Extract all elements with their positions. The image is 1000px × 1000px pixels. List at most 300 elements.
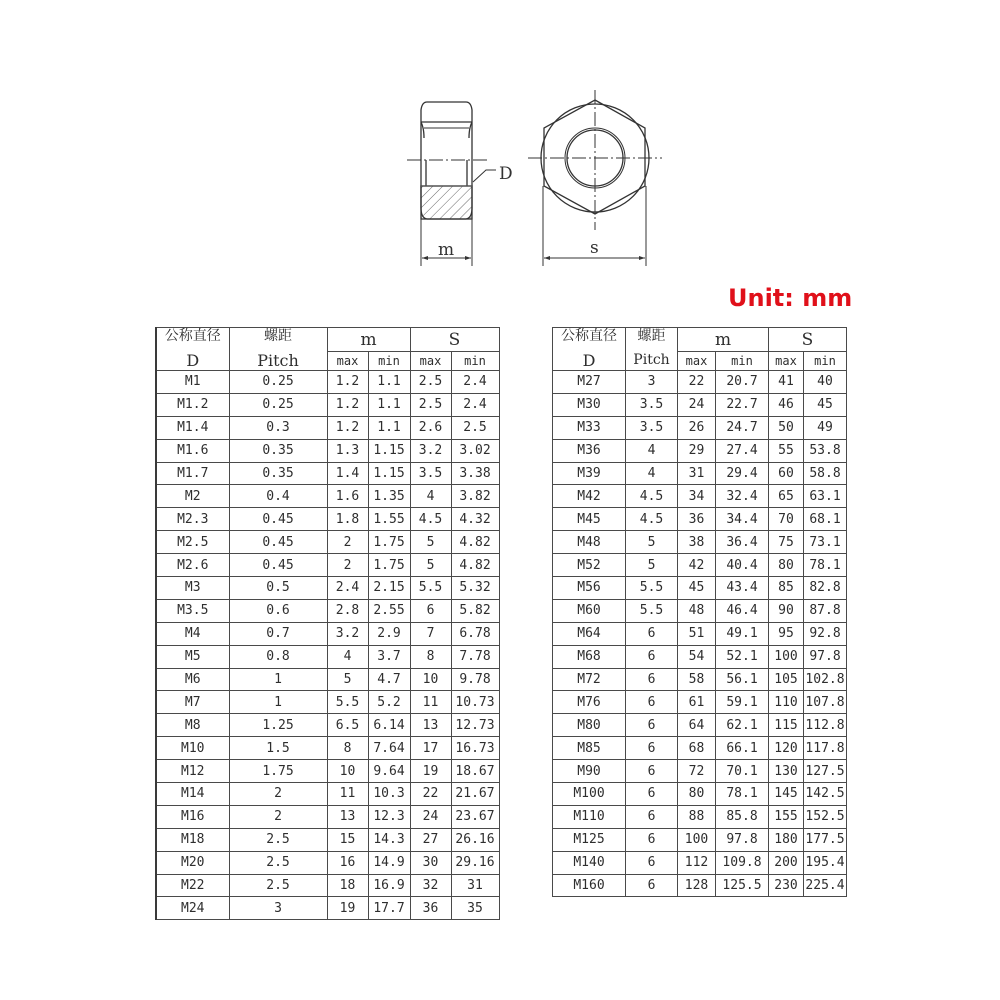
cell-pitch: 4 [626,462,678,485]
cell-m-min: 43.4 [716,577,769,600]
cell-m-min: 78.1 [716,783,769,806]
cell-m-max: 2 [327,554,368,577]
table-row [553,622,847,645]
table-row [156,485,499,508]
cell-s-min: 40 [804,371,847,394]
cell-s-max: 120 [769,737,804,760]
cell-m-min: 32.4 [716,485,769,508]
cell-s-max: 22 [410,783,451,806]
cell-m-min: 1.75 [368,531,410,554]
table-row [156,577,499,600]
cell-pitch: 0.7 [229,622,327,645]
cell-pitch: 6 [626,851,678,874]
cell-m-max: 18 [327,874,368,897]
cell-pitch: 0.45 [229,554,327,577]
s-dimension-label: s [590,238,599,258]
cell-s-min: 35 [451,897,499,920]
cell-m-min: 9.64 [368,760,410,783]
header-pitch-en: Pitch [626,352,678,371]
cell-s-max: 90 [769,599,804,622]
cell-pitch: 6 [626,783,678,806]
cell-m-min: 29.4 [716,462,769,485]
cell-pitch: 2.5 [229,874,327,897]
cell-s-max: 19 [410,760,451,783]
cell-m-max: 15 [327,828,368,851]
cell-pitch: 4.5 [626,508,678,531]
cell-m-max: 1.8 [327,508,368,531]
cell-s-min: 49 [804,416,847,439]
cell-s-max: 230 [769,874,804,897]
cell-m-min: 2.9 [368,622,410,645]
cell-diameter: M7 [156,691,229,714]
cell-s-min: 58.8 [804,462,847,485]
cell-s-min: 6.78 [451,622,499,645]
cell-diameter: M42 [553,485,626,508]
cell-diameter: M160 [553,874,626,897]
cell-m-max: 26 [678,416,716,439]
cell-s-max: 30 [410,851,451,874]
cell-s-min: 112.8 [804,714,847,737]
header-m-group: m [678,328,769,352]
cell-pitch: 3 [229,897,327,920]
cell-pitch: 0.25 [229,393,327,416]
table-row [553,485,847,508]
table-row [553,599,847,622]
cell-m-max: 22 [678,371,716,394]
cell-m-min: 1.15 [368,439,410,462]
table-row [553,554,847,577]
header-s-group: S [410,328,499,352]
cell-s-max: 80 [769,554,804,577]
cell-m-min: 22.7 [716,393,769,416]
hex-nut-drawing [400,90,680,270]
cell-s-max: 27 [410,828,451,851]
cell-m-max: 3.2 [327,622,368,645]
cell-diameter: M30 [553,393,626,416]
header-s-min: min [804,352,847,371]
cell-pitch: 6 [626,668,678,691]
cell-s-min: 53.8 [804,439,847,462]
cell-s-min: 45 [804,393,847,416]
cell-m-max: 58 [678,668,716,691]
cell-diameter: M2.3 [156,508,229,531]
header-m-max: max [327,352,368,371]
cell-diameter: M36 [553,439,626,462]
cell-s-min: 18.67 [451,760,499,783]
cell-diameter: M60 [553,599,626,622]
cell-diameter: M68 [553,645,626,668]
cell-s-min: 4.32 [451,508,499,531]
table-row [156,508,499,531]
cell-diameter: M1 [156,371,229,394]
cell-m-min: 3.7 [368,645,410,668]
unit-label: Unit: mm [728,284,853,312]
header-diameter-en: D [156,352,229,371]
header-s-min: min [451,352,499,371]
cell-m-max: 13 [327,805,368,828]
cell-s-max: 17 [410,737,451,760]
cell-pitch: 0.5 [229,577,327,600]
cell-diameter: M12 [156,760,229,783]
cell-s-max: 115 [769,714,804,737]
cell-s-min: 3.38 [451,462,499,485]
table-row [156,531,499,554]
cell-pitch: 1.25 [229,714,327,737]
table-row [553,645,847,668]
table-row [553,691,847,714]
cell-s-min: 16.73 [451,737,499,760]
table-row [553,851,847,874]
cell-diameter: M2 [156,485,229,508]
cell-m-min: 10.3 [368,783,410,806]
cell-m-min: 1.55 [368,508,410,531]
cell-m-max: 2.8 [327,599,368,622]
cell-diameter: M76 [553,691,626,714]
table-row [553,416,847,439]
header-m-max: max [678,352,716,371]
cell-s-max: 200 [769,851,804,874]
cell-diameter: M100 [553,783,626,806]
cell-m-min: 1.1 [368,416,410,439]
cell-s-max: 24 [410,805,451,828]
cell-s-max: 10 [410,668,451,691]
table-row [553,531,847,554]
header-m-group: m [327,328,410,352]
cell-m-max: 5.5 [327,691,368,714]
cell-s-min: 2.4 [451,371,499,394]
cell-m-max: 72 [678,760,716,783]
diameter-label: D [499,164,513,184]
table-row [156,439,499,462]
cell-pitch: 4 [626,439,678,462]
cell-m-min: 17.7 [368,897,410,920]
cell-m-min: 46.4 [716,599,769,622]
cell-diameter: M140 [553,851,626,874]
cell-pitch: 6 [626,691,678,714]
cell-s-min: 107.8 [804,691,847,714]
cell-diameter: M80 [553,714,626,737]
cell-diameter: M2.6 [156,554,229,577]
cell-m-min: 1.15 [368,462,410,485]
cell-s-max: 8 [410,645,451,668]
cell-s-max: 180 [769,828,804,851]
cell-s-max: 11 [410,691,451,714]
cell-s-max: 46 [769,393,804,416]
cell-m-max: 1.6 [327,485,368,508]
cell-diameter: M48 [553,531,626,554]
cell-s-min: 10.73 [451,691,499,714]
cell-m-max: 68 [678,737,716,760]
cell-s-max: 70 [769,508,804,531]
cell-s-min: 177.5 [804,828,847,851]
cell-m-min: 27.4 [716,439,769,462]
cell-m-min: 70.1 [716,760,769,783]
nut-spec-table-left [155,327,500,920]
cell-m-max: 4 [327,645,368,668]
cell-diameter: M27 [553,371,626,394]
cell-s-min: 2.5 [451,416,499,439]
cell-pitch: 3.5 [626,393,678,416]
cell-m-max: 51 [678,622,716,645]
cell-m-min: 7.64 [368,737,410,760]
cell-m-min: 49.1 [716,622,769,645]
cell-s-min: 78.1 [804,554,847,577]
cell-diameter: M110 [553,805,626,828]
cell-pitch: 6 [626,805,678,828]
cell-m-min: 14.9 [368,851,410,874]
cell-s-max: 32 [410,874,451,897]
cell-pitch: 2.5 [229,851,327,874]
table-row [156,851,499,874]
cell-m-max: 112 [678,851,716,874]
cell-pitch: 6 [626,714,678,737]
cell-m-min: 20.7 [716,371,769,394]
cell-s-max: 4.5 [410,508,451,531]
cell-m-min: 66.1 [716,737,769,760]
cell-pitch: 2 [229,805,327,828]
table-row [553,828,847,851]
cell-m-min: 52.1 [716,645,769,668]
cell-pitch: 0.35 [229,439,327,462]
cell-diameter: M125 [553,828,626,851]
cell-m-min: 85.8 [716,805,769,828]
cell-diameter: M6 [156,668,229,691]
cell-s-max: 3.5 [410,462,451,485]
cell-m-max: 54 [678,645,716,668]
cell-m-max: 1.4 [327,462,368,485]
cell-s-max: 41 [769,371,804,394]
table-row [156,462,499,485]
table-row [553,874,847,897]
cell-pitch: 0.8 [229,645,327,668]
cell-m-max: 24 [678,393,716,416]
cell-diameter: M22 [156,874,229,897]
header-s-group: S [769,328,847,352]
cell-s-min: 142.5 [804,783,847,806]
cell-pitch: 0.45 [229,508,327,531]
cell-s-min: 4.82 [451,531,499,554]
cell-m-min: 40.4 [716,554,769,577]
cell-pitch: 5.5 [626,599,678,622]
cell-s-min: 5.82 [451,599,499,622]
cell-pitch: 1.75 [229,760,327,783]
cell-s-max: 155 [769,805,804,828]
cell-m-max: 48 [678,599,716,622]
cell-pitch: 5 [626,554,678,577]
cell-s-min: 127.5 [804,760,847,783]
cell-pitch: 6 [626,645,678,668]
cell-m-min: 34.4 [716,508,769,531]
cell-pitch: 6 [626,874,678,897]
header-s-max: max [769,352,804,371]
cell-m-max: 5 [327,668,368,691]
cell-diameter: M1.7 [156,462,229,485]
cell-s-min: 92.8 [804,622,847,645]
cell-m-max: 100 [678,828,716,851]
cell-pitch: 3 [626,371,678,394]
table-row [156,760,499,783]
table-row [156,737,499,760]
cell-m-max: 29 [678,439,716,462]
cell-m-min: 5.2 [368,691,410,714]
cell-s-min: 4.82 [451,554,499,577]
cell-pitch: 0.45 [229,531,327,554]
table-row [156,783,499,806]
cell-pitch: 0.25 [229,371,327,394]
cell-m-min: 1.1 [368,371,410,394]
cell-s-max: 100 [769,645,804,668]
cell-pitch: 3.5 [626,416,678,439]
cell-m-min: 12.3 [368,805,410,828]
cell-m-max: 42 [678,554,716,577]
cell-diameter: M52 [553,554,626,577]
cell-pitch: 6 [626,760,678,783]
cell-m-max: 1.2 [327,393,368,416]
table-row [553,668,847,691]
table-row [156,371,499,394]
header-pitch-cn: 螺距 [229,328,327,352]
m-dimension-label: m [438,240,455,260]
cell-m-min: 56.1 [716,668,769,691]
cell-m-min: 2.55 [368,599,410,622]
cell-pitch: 6 [626,737,678,760]
left-table-body [156,371,499,920]
cell-m-min: 14.3 [368,828,410,851]
cell-m-min: 62.1 [716,714,769,737]
cell-diameter: M10 [156,737,229,760]
cell-pitch: 6 [626,622,678,645]
cell-s-max: 36 [410,897,451,920]
cell-m-max: 6.5 [327,714,368,737]
cell-s-max: 7 [410,622,451,645]
cell-s-max: 2.6 [410,416,451,439]
cell-s-min: 195.4 [804,851,847,874]
cell-m-min: 2.15 [368,577,410,600]
cell-m-max: 38 [678,531,716,554]
cell-m-min: 16.9 [368,874,410,897]
cell-diameter: M1.4 [156,416,229,439]
cell-m-min: 109.8 [716,851,769,874]
table-row [156,393,499,416]
cell-pitch: 1 [229,668,327,691]
cell-pitch: 5 [626,531,678,554]
cell-s-max: 65 [769,485,804,508]
cell-s-min: 12.73 [451,714,499,737]
cell-s-min: 26.16 [451,828,499,851]
cell-s-max: 3.2 [410,439,451,462]
table-row [156,828,499,851]
cell-diameter: M20 [156,851,229,874]
cell-s-min: 82.8 [804,577,847,600]
cell-s-min: 225.4 [804,874,847,897]
cell-s-max: 5.5 [410,577,451,600]
table-row [553,439,847,462]
cell-s-max: 55 [769,439,804,462]
header-s-max: max [410,352,451,371]
cell-s-max: 85 [769,577,804,600]
table-row [553,371,847,394]
cell-m-max: 2.4 [327,577,368,600]
cell-diameter: M16 [156,805,229,828]
cell-m-min: 1.75 [368,554,410,577]
table-row [553,577,847,600]
cell-pitch: 0.3 [229,416,327,439]
table-row [553,462,847,485]
cell-s-max: 60 [769,462,804,485]
cell-m-min: 24.7 [716,416,769,439]
cell-m-max: 61 [678,691,716,714]
cell-diameter: M72 [553,668,626,691]
cell-s-min: 3.82 [451,485,499,508]
cell-m-max: 16 [327,851,368,874]
cell-pitch: 2 [229,783,327,806]
cell-diameter: M56 [553,577,626,600]
cell-m-max: 1.3 [327,439,368,462]
cell-s-max: 50 [769,416,804,439]
cell-s-max: 75 [769,531,804,554]
cell-m-max: 45 [678,577,716,600]
cell-s-max: 130 [769,760,804,783]
cell-s-min: 63.1 [804,485,847,508]
cell-diameter: M3.5 [156,599,229,622]
header-pitch-en: Pitch [229,352,327,371]
cell-pitch: 0.35 [229,462,327,485]
cell-pitch: 0.6 [229,599,327,622]
cell-m-max: 2 [327,531,368,554]
cell-m-min: 6.14 [368,714,410,737]
table-row [553,760,847,783]
cell-s-min: 102.8 [804,668,847,691]
cell-s-max: 95 [769,622,804,645]
table-row [156,416,499,439]
header-m-min: min [368,352,410,371]
cell-diameter: M1.6 [156,439,229,462]
nut-spec-table-right [552,327,847,897]
header-diameter-cn: 公称直径 [553,328,626,352]
table-row [156,554,499,577]
table-row [156,668,499,691]
cell-s-min: 117.8 [804,737,847,760]
table-row [156,897,499,920]
cell-s-min: 73.1 [804,531,847,554]
cell-s-min: 21.67 [451,783,499,806]
table-row [156,805,499,828]
cell-pitch: 1.5 [229,737,327,760]
header-pitch-cn: 螺距 [626,328,678,352]
cell-diameter: M64 [553,622,626,645]
cell-diameter: M1.2 [156,393,229,416]
cell-diameter: M39 [553,462,626,485]
cell-diameter: M85 [553,737,626,760]
table-row [553,805,847,828]
header-m-min: min [716,352,769,371]
cell-diameter: M45 [553,508,626,531]
cell-m-max: 8 [327,737,368,760]
cell-s-min: 97.8 [804,645,847,668]
table-row [553,737,847,760]
cell-diameter: M14 [156,783,229,806]
cell-s-min: 7.78 [451,645,499,668]
table-row [156,645,499,668]
cell-s-max: 4 [410,485,451,508]
cell-diameter: M5 [156,645,229,668]
header-diameter-cn: 公称直径 [156,328,229,352]
cell-s-max: 13 [410,714,451,737]
table-row [553,508,847,531]
cell-s-min: 23.67 [451,805,499,828]
cell-s-min: 68.1 [804,508,847,531]
table-row [156,691,499,714]
